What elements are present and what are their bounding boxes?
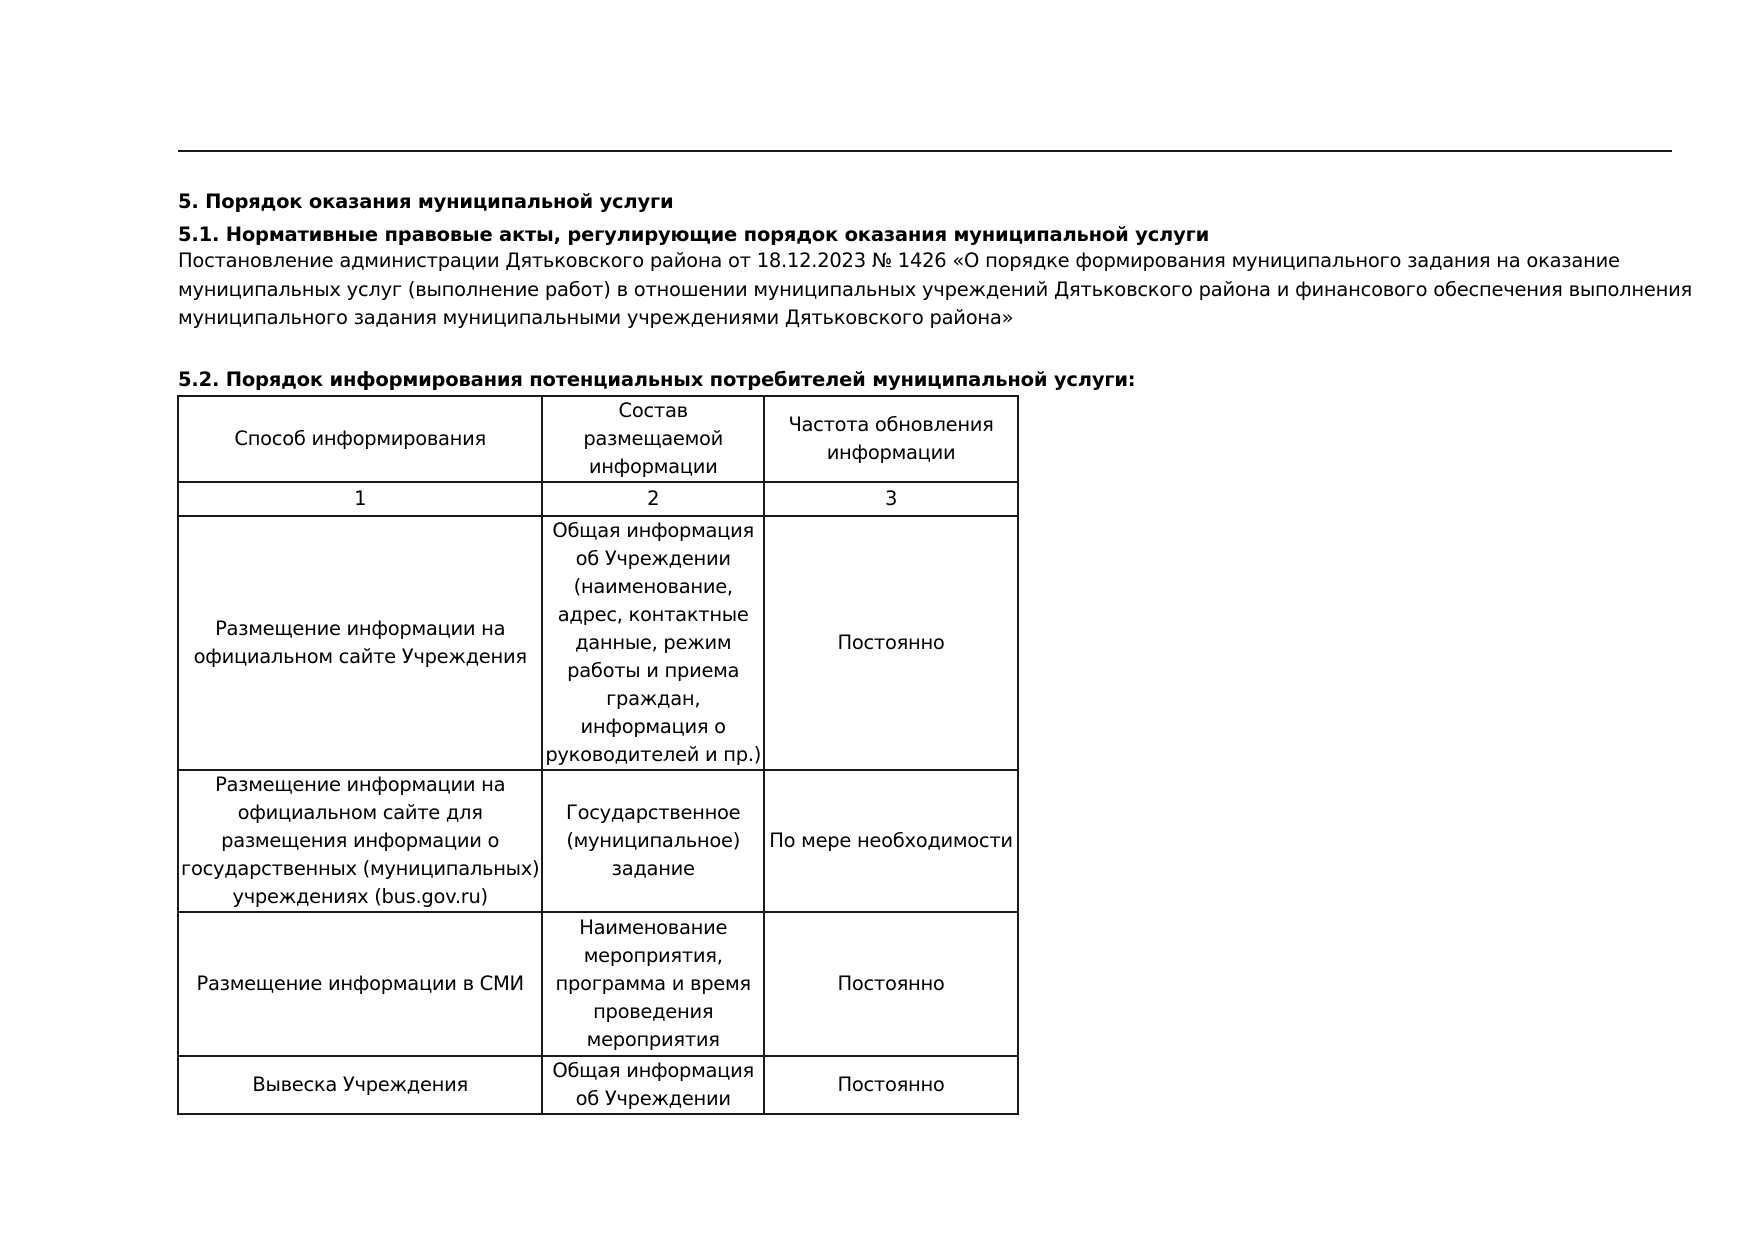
content-cell [542,1056,764,1114]
cell-text: Общая информация [552,519,754,542]
column-number: 3 [764,482,1018,516]
cell-text: Наименование [579,916,728,939]
cell-text: государственных (муниципальных) [181,857,540,880]
cell-text: мероприятия, [583,944,723,967]
cell-text: мероприятия [586,1028,720,1051]
cell-text: Размещение информации на [215,617,506,640]
table-row [178,1056,1018,1114]
frequency-cell [764,516,1018,770]
cell-text: Размещение информации на [215,773,506,796]
cell-text: адрес, контактные [557,603,749,626]
method-cell [178,770,542,912]
cell-text: учреждениях (bus.gov.ru) [232,885,488,908]
cell-text: данные, режим [575,631,732,654]
frequency-cell [764,1056,1018,1114]
cell-text: задание [611,857,695,880]
header-text: информации [588,455,718,478]
content-cell [542,770,764,912]
cell-text: руководителей и пр.) [545,743,762,766]
method-cell [178,516,542,770]
header-cell-content [542,396,764,482]
informing-methods-table [177,395,1019,1115]
header-cell-frequency [764,396,1018,482]
cell-text: Постоянно [837,631,945,654]
section-5-1-heading: 5.1. Нормативные правовые акты, регулирующие порядок оказания муниципальной услуги [178,223,1210,246]
cell-text: Вывеска Учреждения [252,1073,468,1096]
content-cell [542,516,764,770]
text-line: муниципальных услуг (выполнение работ) в отношении муниципальных учреждений Дятьковского района и финансового обеспечения выполнения [178,277,1693,301]
column-number: 2 [542,482,764,516]
section-5-2-heading: 5.2. Порядок информирования потенциальных потребителей муниципальной услуги: [178,368,1136,391]
section-5-heading: 5. Порядок оказания муниципальной услуги [178,190,674,213]
cell-text: Постоянно [837,972,945,995]
cell-text: об Учреждении [575,1087,731,1110]
top-horizontal-rule [178,150,1672,152]
header-text: размещаемой [583,427,724,450]
cell-text: информация о [580,715,726,738]
cell-text: размещения информации о [221,829,500,852]
table-row [178,516,1018,770]
cell-text: (наименование, [573,575,733,598]
column-number-row [178,482,1018,516]
cell-text: проведения [593,1000,714,1023]
cell-text: По мере необходимости [769,829,1013,852]
table-header-row [178,396,1018,482]
cell-text: официальном сайте для [237,801,483,824]
cell-text: официальном сайте Учреждения [193,645,527,668]
frequency-cell [764,770,1018,912]
header-text: Состав [618,399,688,422]
cell-text: (муниципальное) [566,829,741,852]
table-row [178,770,1018,912]
method-cell [178,912,542,1056]
cell-text: об Учреждении [575,547,731,570]
frequency-cell [764,912,1018,1056]
header-text: Частота обновления [788,413,994,436]
method-cell [178,1056,542,1114]
column-number: 1 [178,482,542,516]
text-line: муниципального задания муниципальными учреждениями Дятьковского района» [178,306,1014,329]
header-text: информации [826,441,956,464]
header-text: Способ информирования [234,427,486,450]
cell-text: Постоянно [837,1073,945,1096]
content-cell [542,912,764,1056]
cell-text: Государственное [565,801,741,824]
cell-text: граждан, [606,687,701,710]
header-cell-method [178,396,542,482]
table-row [178,912,1018,1056]
section-5-1-text [178,247,1693,333]
cell-text: программа и время [555,972,751,995]
cell-text: работы и приема [567,659,740,682]
cell-text: Размещение информации в СМИ [196,972,524,995]
cell-text: Общая информация [552,1059,754,1082]
text-line: Постановление администрации Дятьковского района от 18.12.2023 № 1426 «О порядке формирования муниципального задания на оказание [178,249,1620,272]
